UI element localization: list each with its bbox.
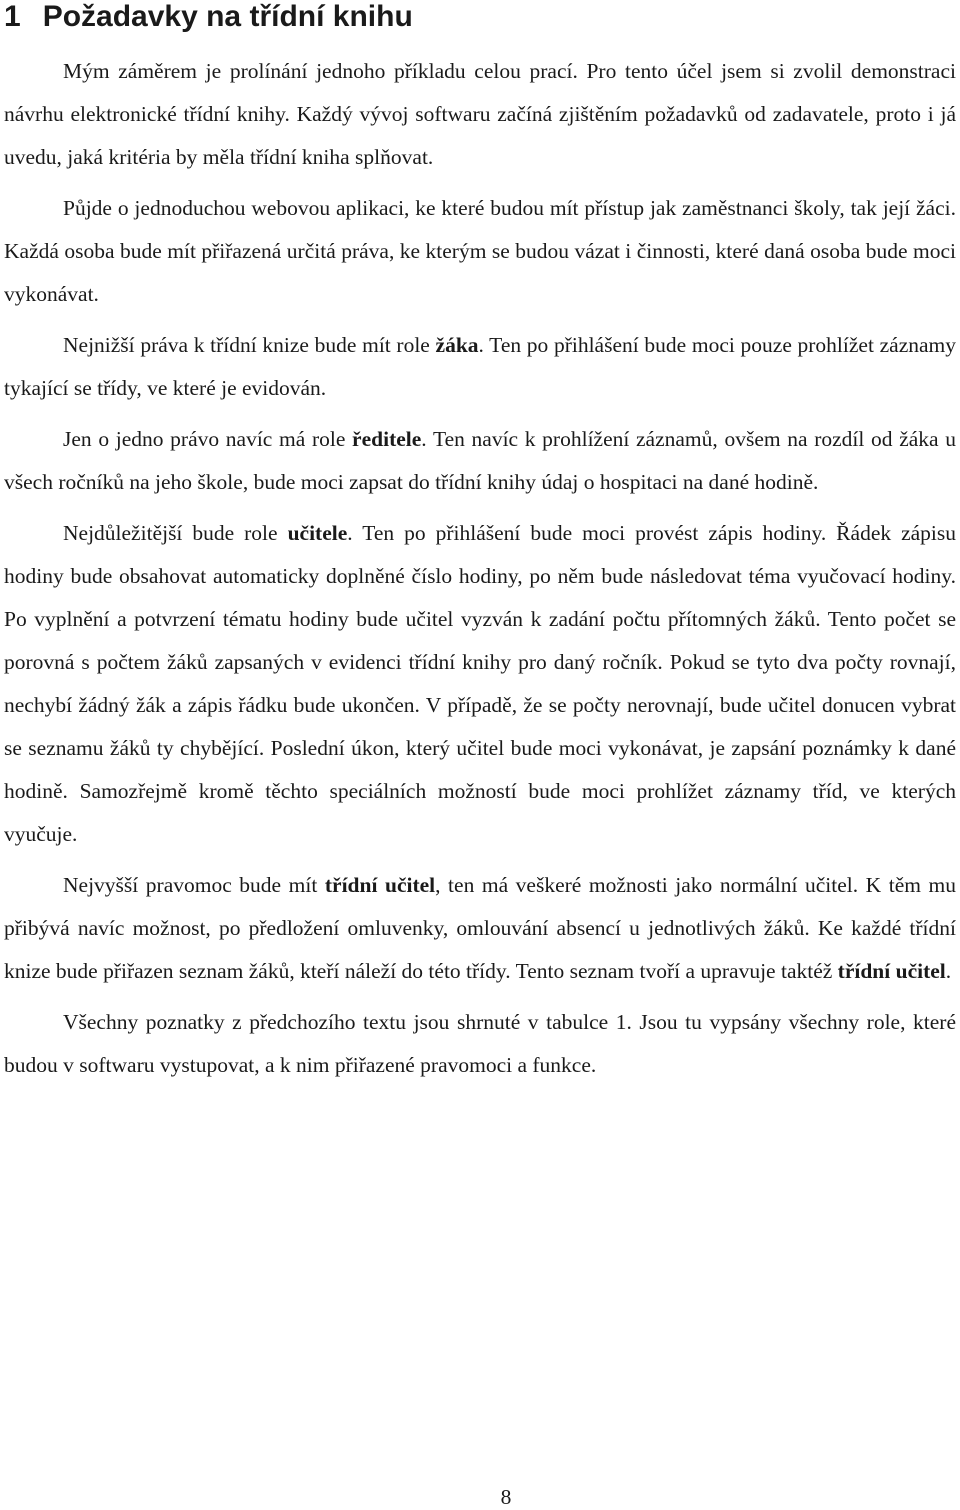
paragraph — [4, 512, 956, 856]
paragraph — [4, 864, 956, 993]
bold-term: žáka — [435, 333, 479, 357]
paragraph — [4, 50, 956, 179]
text-segment: . Ten navíc k prohlížení záznamů, ovšem na rozdíl od žáka u všech ročníků na jeho škole, bude moci zapsat do třídní knihy údaj o hospitaci na dané hodině. — [4, 427, 956, 494]
text-segment: . — [945, 959, 952, 983]
paragraph — [4, 324, 956, 410]
document-page — [4, 0, 956, 1087]
text-segment: Všechny poznatky z předchozího textu jsou shrnuté v tabulce 1. Jsou tu vypsány všechny role, které budou v softwaru vystupovat, a k nim přiřazené pravomoci a funkce. — [4, 1010, 956, 1077]
text-segment: Nejvyšší pravomoc bude mít — [63, 873, 325, 897]
text-segment: . Ten po přihlášení bude moci pouze prohlížet záznamy tykající se třídy, ve které je evidován. — [4, 333, 957, 400]
paragraph — [4, 187, 956, 316]
body-text — [4, 50, 956, 1087]
text-segment: Mým záměrem je prolínání jednoho příkladu celou prací. Pro tento účel jsem si zvolil demonstraci návrhu elektronické třídní knihy. Každý vývoj softwaru začíná zjištěním požadavků od zadavatele, proto i já uvedu, jaká kritéria by měla třídní kniha splňovat. — [4, 59, 956, 169]
paragraph — [4, 1001, 956, 1087]
bold-term: učitele — [287, 521, 348, 545]
section-number: 1 — [4, 0, 21, 33]
paragraph — [4, 418, 956, 504]
bold-term: třídní učitel — [837, 959, 946, 983]
section-title: Požadavky na třídní knihu — [42, 0, 413, 33]
text-segment: Nejdůležitější bude role — [63, 521, 288, 545]
text-segment: . Ten po přihlášení bude moci provést zápis hodiny. Řádek zápisu hodiny bude obsahovat automaticky doplněné číslo hodiny, po něm bude následovat téma vyučovací hodiny. Po vyplnění a potvrzení tématu hodiny bude učitel vyzván k zadání počtu přítomných žáků. Tento počet se porovná s počtem žáků zapsaných v evidenci třídní knihy pro daný ročník. Pokud se tyto dva počty rovnají, nechybí žádný žák a zápis řádku bude ukončen. V případě, že se počty nerovnají, bude učitel donucen vybrat se seznamu žáků ty chybějící. Poslední úkon, který učitel bude moci vykonávat, je zapsání poznámky k dané hodině. Samozřejmě kromě těchto speciálních možností bude moci prohlížet záznamy tříd, ve kterých vyučuje. — [4, 521, 957, 846]
text-segment: Jen o jedno právo navíc má role — [63, 427, 353, 451]
text-segment: Půjde o jednoduchou webovou aplikaci, ke které budou mít přístup jak zaměstnanci školy, tak její žáci. Každá osoba bude mít přiřazená určitá práva, ke kterým se budou vázat i činnosti, které daná osoba bude moci vykonávat. — [4, 196, 956, 306]
text-segment: , ten má veškeré možnosti jako normální učitel. K těm mu přibývá navíc možnost, po předložení omluvenky, omlouvání absencí u jednotlivých žáků. Ke každé třídní knize bude přiřazen seznam žáků, kteří náleží do této třídy. Tento seznam tvoří a upravuje taktéž — [4, 873, 956, 983]
text-segment: Nejnižší práva k třídní knize bude mít role — [63, 333, 436, 357]
bold-term: ředitele — [352, 427, 422, 451]
section-heading — [4, 0, 956, 34]
page-number: 8 — [500, 1485, 512, 1509]
bold-term: třídní učitel — [324, 873, 436, 897]
